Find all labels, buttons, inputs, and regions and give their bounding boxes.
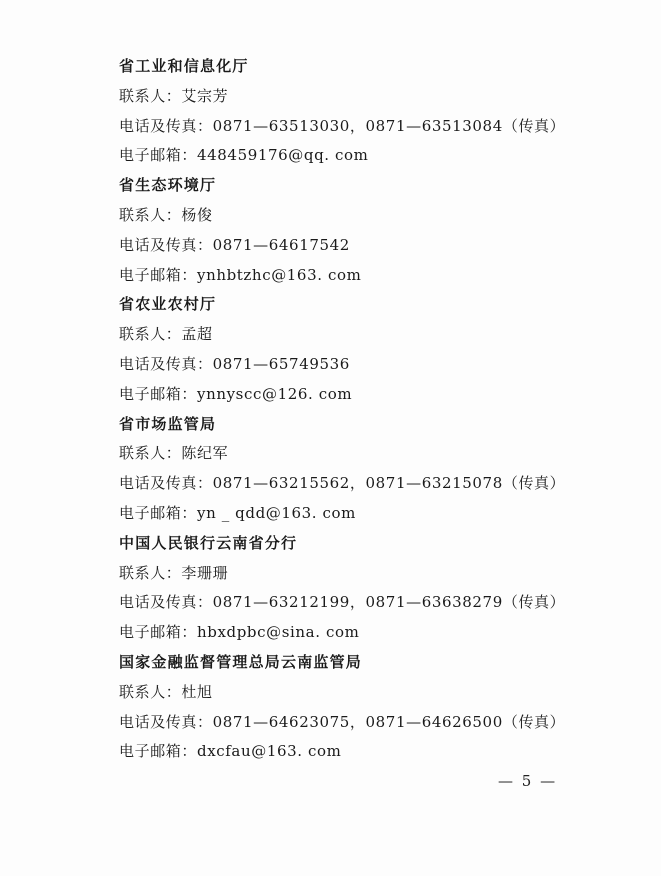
email: 电子邮箱：448459176@qq. com [119, 146, 369, 165]
org-name: 省生态环境厅 [119, 176, 217, 195]
phone-fax: 电话及传真：0871—65749536 [119, 354, 350, 373]
contact-person: 联系人：陈纪军 [119, 444, 229, 463]
org-name: 省农业农村厅 [119, 295, 217, 314]
contact-person: 联系人：艾宗芳 [119, 86, 229, 105]
phone-fax: 电话及传真：0871—64617542 [119, 235, 350, 254]
contact-person: 联系人：李珊珊 [119, 563, 229, 582]
phone-fax: 电话及传真：0871—63212199，0871—63638279（传真） [119, 593, 566, 612]
contact-person: 联系人：孟超 [119, 325, 213, 344]
contact-person: 联系人：杜旭 [119, 682, 213, 701]
email: 电子邮箱：ynhbtzhc@163. com [119, 265, 362, 284]
org-name: 中国人民银行云南省分行 [119, 533, 298, 552]
contact-list [119, 52, 639, 767]
email: 电子邮箱：ynnyscc@126. com [119, 384, 353, 403]
page-number: — 5 — [498, 772, 558, 790]
phone-fax: 电话及传真：0871—63215562，0871—63215078（传真） [119, 474, 566, 493]
phone-fax: 电话及传真：0871—64623075，0871—64626500（传真） [119, 712, 566, 731]
email: 电子邮箱：hbxdpbc@sina. com [119, 623, 360, 642]
email: 电子邮箱：dxcfau@163. com [119, 742, 342, 761]
org-name: 省工业和信息化厅 [119, 57, 249, 75]
org-name: 国家金融监督管理总局云南监管局 [119, 652, 363, 671]
contact-person: 联系人：杨俊 [119, 205, 213, 224]
phone-fax: 电话及传真：0871—63513030，0871—63513084（传真） [119, 116, 566, 135]
email: 电子邮箱：yn _ qdd@163. com [119, 503, 356, 522]
org-name: 省市场监管局 [119, 414, 217, 433]
